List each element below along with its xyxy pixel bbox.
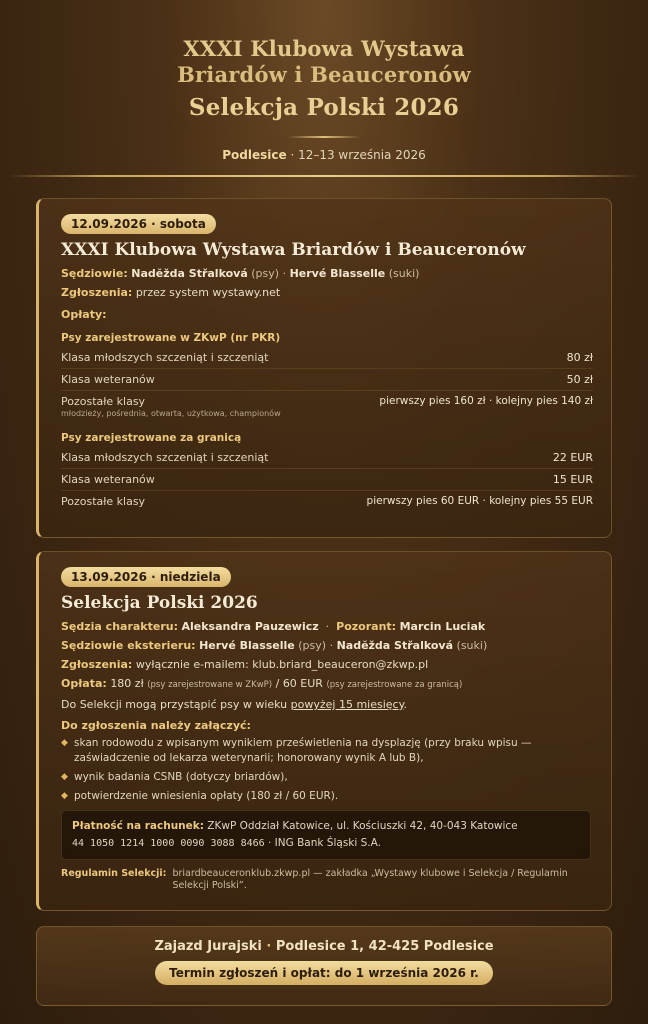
day2-card	[36, 551, 612, 911]
day2-fee-foreign-note: (psy zarejestrowane za granicą)	[326, 680, 463, 690]
fee-row	[61, 347, 593, 369]
header-location-dates	[0, 148, 648, 162]
day2-fee-slash: /	[275, 677, 280, 690]
payment-bank: · ING Bank Śląski S.A.	[268, 837, 381, 849]
day1-fees-label: Opłaty:	[61, 308, 107, 321]
day2-exterior-judge-2: Nadĕžda Střalková	[336, 639, 454, 652]
diamond-bullet-icon: ◆	[61, 791, 68, 801]
fee-value: pierwszy pies 60 EUR · kolejny pies 55 EUR	[366, 495, 593, 507]
fee-row	[61, 369, 593, 391]
main-title-line-1: XXXI Klubowa Wystawa	[183, 36, 465, 61]
list-item: ◆ wynik badania CSNB (dotyczy briardów),	[61, 771, 288, 783]
fee-label: Pozostałe klasy	[61, 395, 146, 408]
rules-line	[61, 868, 593, 892]
fee-value: pierwszy pies 160 zł · kolejny pies 140 zł	[379, 395, 593, 407]
day2-fee	[61, 674, 593, 695]
day2-age-value: powyżej 15 miesięcy	[290, 698, 404, 711]
day2-title: Selekcja Polski 2026	[61, 593, 258, 613]
day1-judge-2: Hervé Blasselle	[289, 267, 386, 280]
fee-label: Klasa weteranów	[61, 373, 155, 386]
payment-label: Płatność na rachunek:	[72, 820, 204, 832]
list-item: ◆ skan rodowodu z wpisanym wynikiem prześwietlenia na dysplazję (przy braku wpisu — zaświadczenie od lekarza weterynarii; honorowany wynik A lub B),	[61, 737, 532, 764]
list-item: ◆ potwierdzenie wniesienia opłaty (180 zł / 60 EUR).	[61, 790, 339, 802]
day1-fees-label-line	[61, 305, 593, 324]
fee-sublabel: młodzieży, pośrednia, otwarta, użytkowa, championów	[61, 409, 281, 418]
day1-judge-2-note: (suki)	[388, 267, 420, 280]
fee-label: Klasa młodszych szczeniąt i szczeniąt	[61, 351, 269, 364]
main-title-line-3: Selekcja Polski 2026	[188, 94, 460, 121]
fee-label: Klasa młodszych szczeniąt i szczeniąt	[61, 451, 269, 464]
fee-value: 22 EUR	[552, 451, 593, 464]
day1-fees-pl-table	[61, 347, 593, 422]
day2-entries-label: Zgłoszenia:	[61, 658, 133, 671]
fee-row	[61, 469, 593, 491]
day2-attachments-list	[61, 736, 593, 804]
day2-exterior-judge-2-note: (suki)	[456, 639, 488, 652]
day1-fees-pl-header: Psy zarejestrowane w ZKwP (nr PKR)	[61, 332, 281, 344]
day1-date-badge: 12.09.2026 · sobota	[61, 214, 216, 234]
day2-age-text: Do Selekcji mogą przystąpić psy w wieku	[61, 698, 288, 711]
day1-entries-value: przez system wystawy.net	[135, 286, 281, 299]
rules-label: Regulamin Selekcji:	[61, 868, 167, 879]
header-long-divider	[8, 175, 640, 177]
day1-fees-foreign-header: Psy zarejestrowane za granicą	[61, 432, 242, 444]
day2-fee-pl: 180 zł	[110, 677, 144, 690]
day2-age-requirement	[61, 695, 593, 714]
day2-exterior-label: Sędziowie eksterieru:	[61, 639, 196, 652]
payment-box	[61, 810, 591, 860]
day1-judges-label: Sędziowie:	[61, 267, 128, 280]
day2-fee-foreign: 60 EUR	[282, 677, 323, 690]
day2-date-badge: 13.09.2026 · niedziela	[61, 567, 231, 587]
fee-row	[61, 491, 593, 512]
day1-judge-1-note: (psy)	[251, 267, 280, 280]
day1-judges	[61, 264, 593, 283]
day1-entries-label: Zgłoszenia:	[61, 286, 133, 299]
day2-exterior-judge-1: Hervé Blasselle	[199, 639, 295, 652]
fee-row	[61, 447, 593, 469]
page-header	[0, 0, 648, 162]
day2-attach-header: Do zgłoszenia należy załączyć:	[61, 719, 251, 732]
day1-card	[36, 198, 612, 538]
day2-exterior-sep: ·	[329, 639, 334, 652]
main-title-line-2: Briardów i Beauceronów	[177, 62, 471, 87]
day1-judge-1: Nadĕžda Střalková	[131, 267, 248, 280]
fee-row	[61, 391, 593, 422]
day2-character-judge-name: Aleksandra Pauzewicz	[181, 620, 319, 633]
deadline-badge: Termin zgłoszeń i opłat: do 1 września 2026 r.	[155, 961, 493, 985]
day2-character-judge-label: Sędzia charakteru:	[61, 620, 178, 633]
fee-value: 15 EUR	[552, 473, 593, 486]
day2-exterior-judges	[61, 636, 593, 655]
payment-line-1	[72, 818, 580, 835]
rules-value[interactable]: briardbeauceronklub.zkwp.pl — zakładka „Wystawy klubowe i Selekcja / Regulamin Selekcji Polski”.	[172, 868, 568, 891]
fee-label: Klasa weteranów	[61, 473, 155, 486]
day2-fee-pl-note: (psy zarejestrowane w ZKwP)	[147, 680, 273, 690]
day1-fees-foreign-table	[61, 447, 593, 512]
footer-box	[36, 926, 612, 1006]
day2-age-end: .	[403, 698, 408, 711]
footer-sep: ·	[266, 939, 272, 954]
day1-entries	[61, 283, 593, 302]
fee-label: Pozostałe klasy	[61, 495, 146, 508]
header-location: Podlesice	[222, 148, 287, 162]
day2-character-judge	[61, 617, 593, 636]
fee-value: 80 zł	[566, 351, 593, 364]
header-dates: · 12–13 września 2026	[290, 148, 426, 162]
day2-fee-label: Opłata:	[61, 677, 107, 690]
payment-account[interactable]: 44 1050 1214 1000 0090 3088 8466	[72, 838, 265, 849]
day2-entries	[61, 655, 593, 674]
day2-helper-name: Marcin Luciak	[399, 620, 486, 633]
payment-address: ZKwP Oddział Katowice, ul. Kościuszki 42, 40-043 Katowice	[207, 820, 518, 832]
footer-address: Podlesice 1, 42-425 Podlesice	[275, 939, 494, 954]
day2-exterior-judge-1-note: (psy)	[298, 639, 327, 652]
footer-venue-line	[37, 939, 611, 954]
diamond-bullet-icon: ◆	[61, 772, 68, 782]
day2-entries-value: wyłącznie e-mailem: klub.briard_beauceron@zkwp.pl	[135, 658, 429, 671]
day2-helper-label: Pozorant:	[336, 620, 397, 633]
day1-title: XXXI Klubowa Wystawa Briardów i Beauceronów	[61, 240, 526, 260]
day2-sep: ·	[325, 620, 330, 633]
payment-line-2	[72, 835, 580, 852]
diamond-bullet-icon: ◆	[61, 738, 68, 748]
header-divider	[288, 136, 360, 138]
footer-venue: Zajazd Jurajski	[154, 939, 262, 954]
fee-value: 50 zł	[566, 373, 593, 386]
day1-judges-sep: ·	[282, 267, 287, 280]
